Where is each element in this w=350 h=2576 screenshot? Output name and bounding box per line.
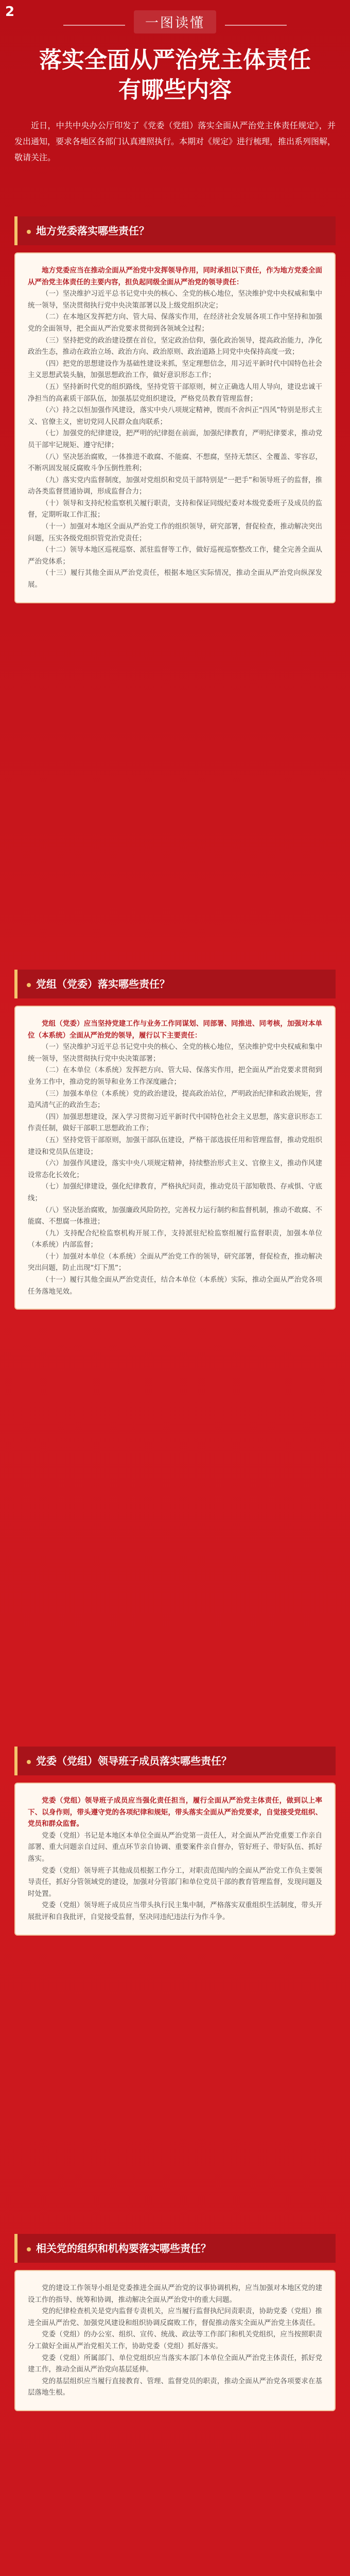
section-paragraph: （九）落实党内监督制度，加强对党组织和党员干部特别是“一把手”和领导班子的监督，推动各类监督贯通协调，形成监督合力； (28, 476, 322, 496)
section-paragraph: （八）坚决惩治腐败，加强廉政风险防控，完善权力运行制约和监督机制，推动不敢腐、不能腐、不想腐一体推进； (28, 1206, 322, 1226)
section-question (14, 1747, 336, 1775)
section-related-organizations (14, 2234, 336, 2411)
section-paragraph: （十）领导和支持纪检监察机关履行职责，支持和保证同级纪委对本级党委班子及成员的监督，定期听取工作汇报； (28, 499, 322, 519)
section-paragraph: （六）持之以恒加强作风建设，落实中央八项规定精神，锲而不舍纠正“四风”特别是形式主义、官僚主义，密切党同人民群众血肉联系； (28, 406, 322, 426)
section-paragraph: 党委（党组）的办公室、组织、宣传、统战、政法等工作部门和机关党组织，应当按照职责分工做好全面从严治党相关工作，协助党委（党组）抓好落实。 (28, 2330, 322, 2350)
section-card (14, 2270, 336, 2411)
section-paragraph: 党委（党组）领导班子其他成员根据工作分工，对职责范围内的全面从严治党工作负主要领导责任，抓好分管领域党的建设，加强对分管部门和单位党员干部的教育管理监督，发现问题及时处置。 (28, 1866, 322, 1898)
section-paragraph: （一）坚决维护习近平总书记党中央的核心、全党的核心地位，坚决维护党中央权威和集中统一领导，坚决贯彻执行党中央决策部署； (28, 1043, 322, 1063)
section-paragraph: （九）支持配合纪检监察机构开展工作，支持派驻纪检监察组履行监督职责，加强本单位（本系统）内部监督； (28, 1229, 322, 1249)
bullet-icon (27, 2247, 31, 2251)
page-number: 2 (5, 4, 15, 20)
section-card (14, 252, 336, 603)
section-paragraph: （五）坚持新时代党的组织路线，坚持党管干部原则，树立正确选人用人导向，建设忠诚干净担当的高素质干部队伍，加强基层党组织建设，严格党员教育管理监督； (28, 382, 322, 403)
section-paragraph: 党的基层组织应当履行直接教育、管理、监督党员的职责，推动全面从严治党各项要求在基层落地生根。 (28, 2377, 322, 2397)
section-question-text: 党组（党委）落实哪些责任？ (36, 978, 170, 990)
page-title (10, 45, 340, 105)
section-question-text: 地方党委落实哪些责任？ (36, 225, 149, 237)
section-paragraph: （七）加强纪律建设，强化纪律教育，严格执纪问责，推动党员干部知敬畏、存戒惧、守底线； (28, 1182, 322, 1202)
section-paragraph: （五）坚持党管干部原则，加强干部队伍建设，严格干部选拔任用和管理监督，推动党组织建设和党员队伍建设； (28, 1136, 322, 1156)
section-leadership-members (14, 1747, 336, 1936)
section-paragraph: （二）在本地区发挥把方向、管大局、保落实作用，在经济社会发展各项工作中坚持和加强党的全面领导，把全面从严治党要求贯彻到各领域全过程； (28, 313, 322, 333)
section-paragraph: （十）加强对本单位（本系统）全面从严治党工作的领导，研究部署，督促检查，推动解决突出问题，防止出现“灯下黑”； (28, 1252, 322, 1273)
tag-line (0, 10, 350, 33)
section-paragraph: （四）把党的思想建设作为基础性建设来抓，坚定理想信念，用习近平新时代中国特色社会主义思想武装头脑，加强思想政治工作，做好意识形态工作； (28, 359, 322, 380)
divider (225, 25, 287, 26)
bullet-icon (27, 230, 31, 234)
section-paragraph: （三）加强本单位（本系统）党的政治建设，提高政治站位，严明政治纪律和政治规矩，营造风清气正的政治生态； (28, 1089, 322, 1110)
section-paragraph: （三）坚持把党的政治建设摆在首位，坚定政治信仰，强化政治领导，提高政治能力，净化政治生态，推动在政治立场、政治方向、政治原则、政治道路上同党中央保持高度一致； (28, 336, 322, 357)
header (0, 0, 350, 206)
section-paragraph: （四）加强思想建设，深入学习贯彻习近平新时代中国特色社会主义思想，落实意识形态工作责任制，做好干部职工思想政治工作； (28, 1112, 322, 1133)
section-lead-paragraph: 党委（党组）领导班子成员应当强化责任担当，履行全面从严治党主体责任，做到以上率下、以身作则，带头遵守党的各项纪律和规矩，带头落实全面从严治党要求，自觉接受党组织、党员和群众监督。 (28, 1797, 322, 1828)
section-question (14, 216, 336, 245)
bullet-icon (27, 983, 31, 987)
section-local-party-committee (14, 216, 336, 603)
section-paragraph: （十三）履行其他全面从严治党责任，根据本地区实际情况，推动全面从严治党向纵深发展。 (28, 569, 322, 589)
bullet-icon (27, 1760, 31, 1764)
section-paragraph: 党的建设工作领导小组是党委推进全面从严治党的议事协调机构，应当加强对本地区党的建设工作的指导、统筹和协调，推动解决全面从严治党中的重大问题。 (28, 2284, 322, 2304)
section-paragraph: （七）加强党的纪律建设，把严明的纪律挺在前面，加强纪律教育，严明纪律要求，推动党员干部牢记规矩、遵守纪律； (28, 429, 322, 449)
section-question (14, 2234, 336, 2263)
section-paragraph: 党委（党组）所属部门、单位党组织应当落实本部门本单位全面从严治党主体责任，抓好党建工作，推动全面从严治党向基层延伸。 (28, 2353, 322, 2374)
section-lead-paragraph: 地方党委应当在推动全面从严治党中发挥领导作用，同时承担以下责任，作为地方党委全面从严治党主体责任的主要内容，担负起同级全面从严治党的领导责任： (28, 266, 322, 286)
section-question (14, 970, 336, 998)
divider (63, 25, 125, 26)
section-paragraph: （八）坚决惩治腐败，一体推进不敢腐、不能腐、不想腐，坚持无禁区、全覆盖、零容忍，不断巩固发展反腐败斗争压倒性胜利； (28, 452, 322, 473)
section-paragraph: （一）坚决维护习近平总书记党中央的核心、全党的核心地位，坚决维护党中央权威和集中统一领导，坚决贯彻执行党中央决策部署以及上级党组织决定； (28, 290, 322, 310)
section-card (14, 1006, 336, 1310)
title-line: 落实全面从严治党主体责任 (39, 47, 311, 73)
section-party-group (14, 970, 336, 1310)
section-paragraph: （六）加强作风建设，落实中央八项规定精神，持续整治形式主义、官僚主义，推动作风建设常态化长效化； (28, 1159, 322, 1179)
section-paragraph: 党委（党组）领导班子成员应当带头执行民主集中制，严格落实双重组织生活制度，带头开展批评和自我批评，自觉接受监督，坚决同违纪违法行为作斗争。 (28, 1901, 322, 1921)
section-paragraph: （二）在本单位（本系统）发挥把方向、管大局、保落实作用，把全面从严治党要求贯彻到业务工作中，推动党的领导和业务工作深度融合； (28, 1066, 322, 1086)
section-card (14, 1783, 336, 1936)
section-paragraph: 党的纪律检查机关是党内监督专责机关，应当履行监督执纪问责职责，协助党委（党组）推进全面从严治党、加强党风建设和组织协调反腐败工作，督促推动落实全面从严治党主体责任。 (28, 2307, 322, 2327)
section-paragraph: （十一）加强对本地区全面从严治党工作的组织领导，研究部署，督促检查，推动解决突出问题，压实各级党组织管党治党责任； (28, 522, 322, 543)
section-paragraph: （十二）领导本地区巡视巡察、派驻监督等工作，做好巡视巡察整改工作，健全完善全面从严治党体系； (28, 546, 322, 566)
title-line: 有哪些内容 (118, 77, 232, 103)
section-paragraph: 党委（党组）书记是本地区本单位全面从严治党第一责任人，对全面从严治党重要工作亲自部署、重大问题亲自过问、重点环节亲自协调、重要案件亲自督办，管好班子、带好队伍、抓好落实。 (28, 1831, 322, 1863)
intro-text: 近日，中共中央办公厅印发了《党委（党组）落实全面从严治党主体责任规定》，并发出通知，要求各地区各部门认真遵照执行。本期对《规定》进行梳理，推出系列图解，敬请关注。 (14, 121, 336, 162)
series-tag: 一图读懂 (134, 10, 216, 33)
section-paragraph: （十一）履行其他全面从严治党责任，结合本单位（本系统）实际，推动全面从严治党各项任务落地见效。 (28, 1276, 322, 1296)
section-lead-paragraph: 党组（党委）应当坚持党建工作与业务工作同谋划、同部署、同推进、同考核，加强对本单位（本系统）全面从严治党的领导，履行以下主要责任： (28, 1020, 322, 1040)
section-question-text: 相关党的组织和机构要落实哪些责任？ (36, 2242, 211, 2255)
section-question-text: 党委（党组）领导班子成员落实哪些责任？ (36, 1755, 232, 1767)
